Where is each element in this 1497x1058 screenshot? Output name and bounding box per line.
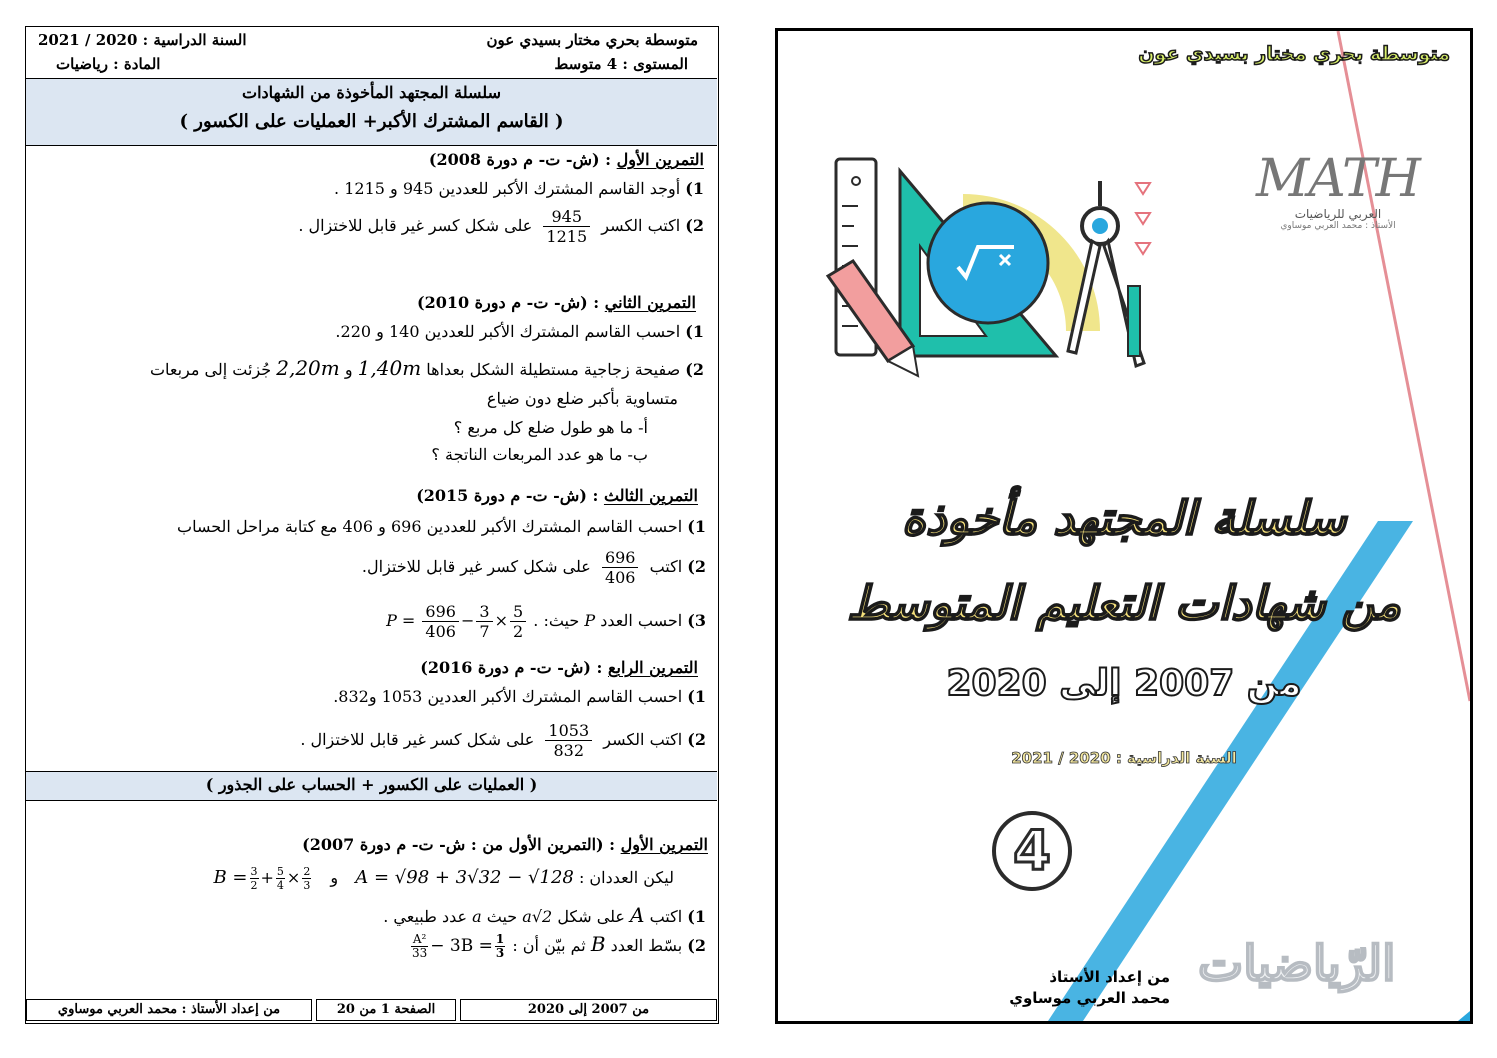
exercise-4-source: : (ش- ت- م دورة 2016)	[420, 658, 603, 677]
identity-expression: $\frac{\text{A²}}{33}$ − 3B = $\frac{1}{3}$	[411, 932, 505, 960]
exercise-4-title	[420, 658, 698, 677]
footer-page-number: الصفحة 1 من 20	[316, 999, 456, 1021]
math-logo	[1248, 151, 1428, 231]
exercise-3-label: التمرين الثالث	[603, 486, 698, 505]
cover-author-name: محمد العربي موساوي	[1009, 989, 1170, 1007]
exercise-4-q2-text-a: اكتب الكسر	[603, 730, 683, 749]
cover-title-line1: سلسلة المجتهد مأخوذة	[901, 491, 1347, 545]
worksheet-page	[25, 26, 719, 1024]
cover-school-year: السنة الدراسية : 2020 / 2021	[1011, 749, 1237, 767]
exercise-5-label: التمرين الأول	[620, 835, 708, 854]
fraction-696-406: $\frac{696}{406}$	[602, 548, 639, 587]
level-label: المستوى : 4 متوسط	[554, 55, 688, 73]
exercise-2-q1: 1) احسب القاسم المشترك الأكبر للعددين 140 و 220.	[335, 322, 704, 341]
section-band-gcd	[26, 78, 717, 146]
cover-subject: الرّياضيات	[1198, 936, 1396, 992]
var-p: P	[584, 611, 596, 630]
pen-icon	[1128, 286, 1140, 356]
exercise-1-q1-text: أوجد القاسم المشترك الأكبر للعددين 945 و 1215 .	[334, 179, 681, 198]
exercise-1-q2-text-b: على شكل كسر غير قابل للاختزال .	[298, 216, 533, 235]
exercise-3-q1: 1) احسب القاسم المشترك الأكبر للعددين 696 و 406 مع كتابة مراحل الحساب	[177, 517, 706, 536]
exercise-3-q3: 3) احسب العدد P حيث: P = $\frac{696}{406}$ − $\frac{3}{7}$ × $\frac{5}{2}$ .	[386, 602, 706, 641]
expression-b: B = $\frac{3}{2}$ + $\frac{5}{4}$ × $\frac{2}{3}$	[213, 865, 311, 892]
page-footer	[26, 999, 717, 1022]
exercise-3-q3-text-a: احسب العدد	[600, 611, 683, 630]
cover-page	[775, 28, 1473, 1024]
school-name: متوسطة بحري مختار بسيدي عون	[486, 31, 698, 49]
level-number: 4	[1013, 819, 1051, 882]
square-root-icon	[928, 203, 1048, 323]
expression-p: P = $\frac{696}{406}$ − $\frac{3}{7}$ × $\frac{5}{2}$ .	[386, 602, 539, 641]
exercise-5-q1-text-b: على شكل	[557, 907, 625, 926]
exercise-2-q2: 2) صفيحة زجاجية مستطيلة الشكل بعداها 1,40m و 2,20m جُزئت إلى مربعات	[149, 356, 704, 380]
exercise-4-label: التمرين الرابع	[608, 658, 698, 677]
footer-year-range: من 2007 إلى 2020	[460, 999, 717, 1021]
exercise-3-q3-text-b: حيث:	[543, 611, 580, 630]
exercise-1-q2-text-a: اكتب الكسر	[601, 216, 681, 235]
cover-author-label: من إعداد الأستاذ	[1049, 968, 1170, 986]
exercise-1-q1: 1) أوجد القاسم المشترك الأكبر للعددين 945 و 1215 .	[334, 179, 704, 198]
exercise-3-q2-text-a: اكتب	[649, 557, 683, 576]
exercise-5-given-text: ليكن العددان :	[578, 868, 674, 887]
exercise-1-label: التمرين الأول	[616, 150, 704, 169]
logo-text: MATH	[1256, 149, 1420, 209]
exercise-2-q2-b: ب- ما هو عدد المربعات الناتجة ؟	[431, 445, 648, 464]
series-title: سلسلة المجتهد المأخوذة من الشهادات	[242, 83, 501, 102]
form-a-root-2: a√2	[522, 907, 553, 926]
var-a-lower: a	[472, 907, 482, 926]
exercise-5-title	[302, 835, 708, 854]
exercise-1-source: : (ش- ت- م دورة 2008)	[428, 150, 612, 169]
exercise-5-source: : (التمرين الأول من : ش- ت- م دورة 2007)	[302, 835, 616, 854]
fraction-1053-832: $\frac{1053}{832}$	[545, 721, 592, 760]
dimension-2-20m: 2,20m	[276, 356, 340, 380]
exercise-4-q1: 1) احسب القاسم المشترك الأكبر العددين 1053 و832.	[333, 687, 706, 706]
exercise-2-source: : (ش- ت- م دورة 2010)	[416, 293, 600, 312]
footer-author: من إعداد الأستاذ : محمد العربي موساوي	[26, 999, 312, 1021]
exercise-5-q2: 2) بسّط العدد B ثم بيّن أن : $\frac{\text{A²}}{33}$ − 3B = $\frac{1}{3}$	[409, 932, 706, 960]
cover-title-line2: من شهادات التعليم المتوسط	[847, 576, 1401, 630]
exercise-3-title	[416, 486, 698, 505]
exercise-2-q2-text-a: صفيحة زجاجية مستطيلة الشكل بعداها	[426, 360, 681, 379]
exercise-5-and: و	[330, 868, 339, 887]
logo-subtitle: العربي للرياضيات	[1294, 207, 1382, 221]
exercise-2-q1-text: احسب القاسم المشترك الأكبر للعددين 140 و 220.	[335, 322, 681, 341]
var-b: B	[590, 932, 606, 956]
exercise-5-q1: 1) اكتب A على شكل a√2 حيث a عدد طبيعي .	[383, 903, 706, 927]
cover-year-range: من 2007 إلى 2020	[946, 663, 1302, 704]
dimension-1-40m: 1,40m	[357, 356, 422, 380]
cover-school-name: متوسطة بحري مختار بسيدي عون	[1138, 43, 1450, 65]
exercise-2-q2-a: أ- ما هو طول ضلع كل مربع ؟	[453, 418, 648, 437]
exercise-1-q2: 2) اكتب الكسر $\frac{945}{1215}$ على شكل كسر غير قابل للاختزال .	[298, 207, 704, 246]
exercise-3-source: : (ش- ت- م دورة 2015)	[416, 486, 599, 505]
exercise-5-q1-text-a: اكتب	[649, 907, 683, 926]
school-year: السنة الدراسية : 2020 / 2021	[38, 31, 247, 49]
exercise-5-q2-text-b: ثم بيّن أن :	[512, 936, 586, 955]
exercise-4-q1-text: احسب القاسم المشترك الأكبر العددين 1053 و832.	[333, 687, 683, 706]
triangle-marks	[1136, 183, 1150, 254]
exercise-5-q1-text-c: حيث	[486, 907, 518, 926]
subject-label: المادة : رياضيات	[56, 55, 161, 73]
exercise-2-label: التمرين الثاني	[604, 293, 696, 312]
exercise-5-q1-text-d: عدد طبيعي .	[383, 907, 468, 926]
exercise-1-title	[429, 150, 704, 169]
exercise-2-q2-cont: متساوية بأكبر ضلع دون ضياع	[486, 389, 678, 408]
series-subtitle: ( القاسم المشترك الأكبر+ العمليات على الكسور )	[179, 111, 564, 132]
exercise-2-q2-text-b: جُزئت إلى مربعات	[149, 360, 272, 379]
fraction-945-1215: $\frac{945}{1215}$	[543, 207, 590, 246]
exercise-4-q2: 2) اكتب الكسر $\frac{1053}{832}$ على شكل كسر غير قابل للاختزال .	[300, 721, 706, 760]
exercise-5-q2-text-a: بسّط العدد	[610, 936, 683, 955]
exercise-2-title	[417, 293, 696, 312]
var-a-upper: A	[630, 903, 645, 927]
section-2-title: ( العمليات على الكسور + الحساب على الجذور )	[205, 775, 538, 794]
exercise-2-and: و	[344, 360, 353, 379]
logo-author: الأستاذ : محمد العربي موساوي	[1280, 221, 1396, 231]
exercise-3-q2-text-b: على شكل كسر غير قابل للاختزال.	[361, 557, 591, 576]
exercise-4-q2-text-b: على شكل كسر غير قابل للاختزال .	[300, 730, 535, 749]
exercise-5-given	[213, 865, 674, 892]
section-band-roots	[26, 771, 717, 801]
exercise-3-q2: 2) اكتب $\frac{696}{406}$ على شكل كسر غير قابل للاختزال.	[361, 548, 706, 587]
exercise-3-q1-text: احسب القاسم المشترك الأكبر للعددين 696 و 406 مع كتابة مراحل الحساب	[177, 517, 683, 536]
expression-a: A = √98 + 3√32 − √128	[355, 867, 574, 888]
